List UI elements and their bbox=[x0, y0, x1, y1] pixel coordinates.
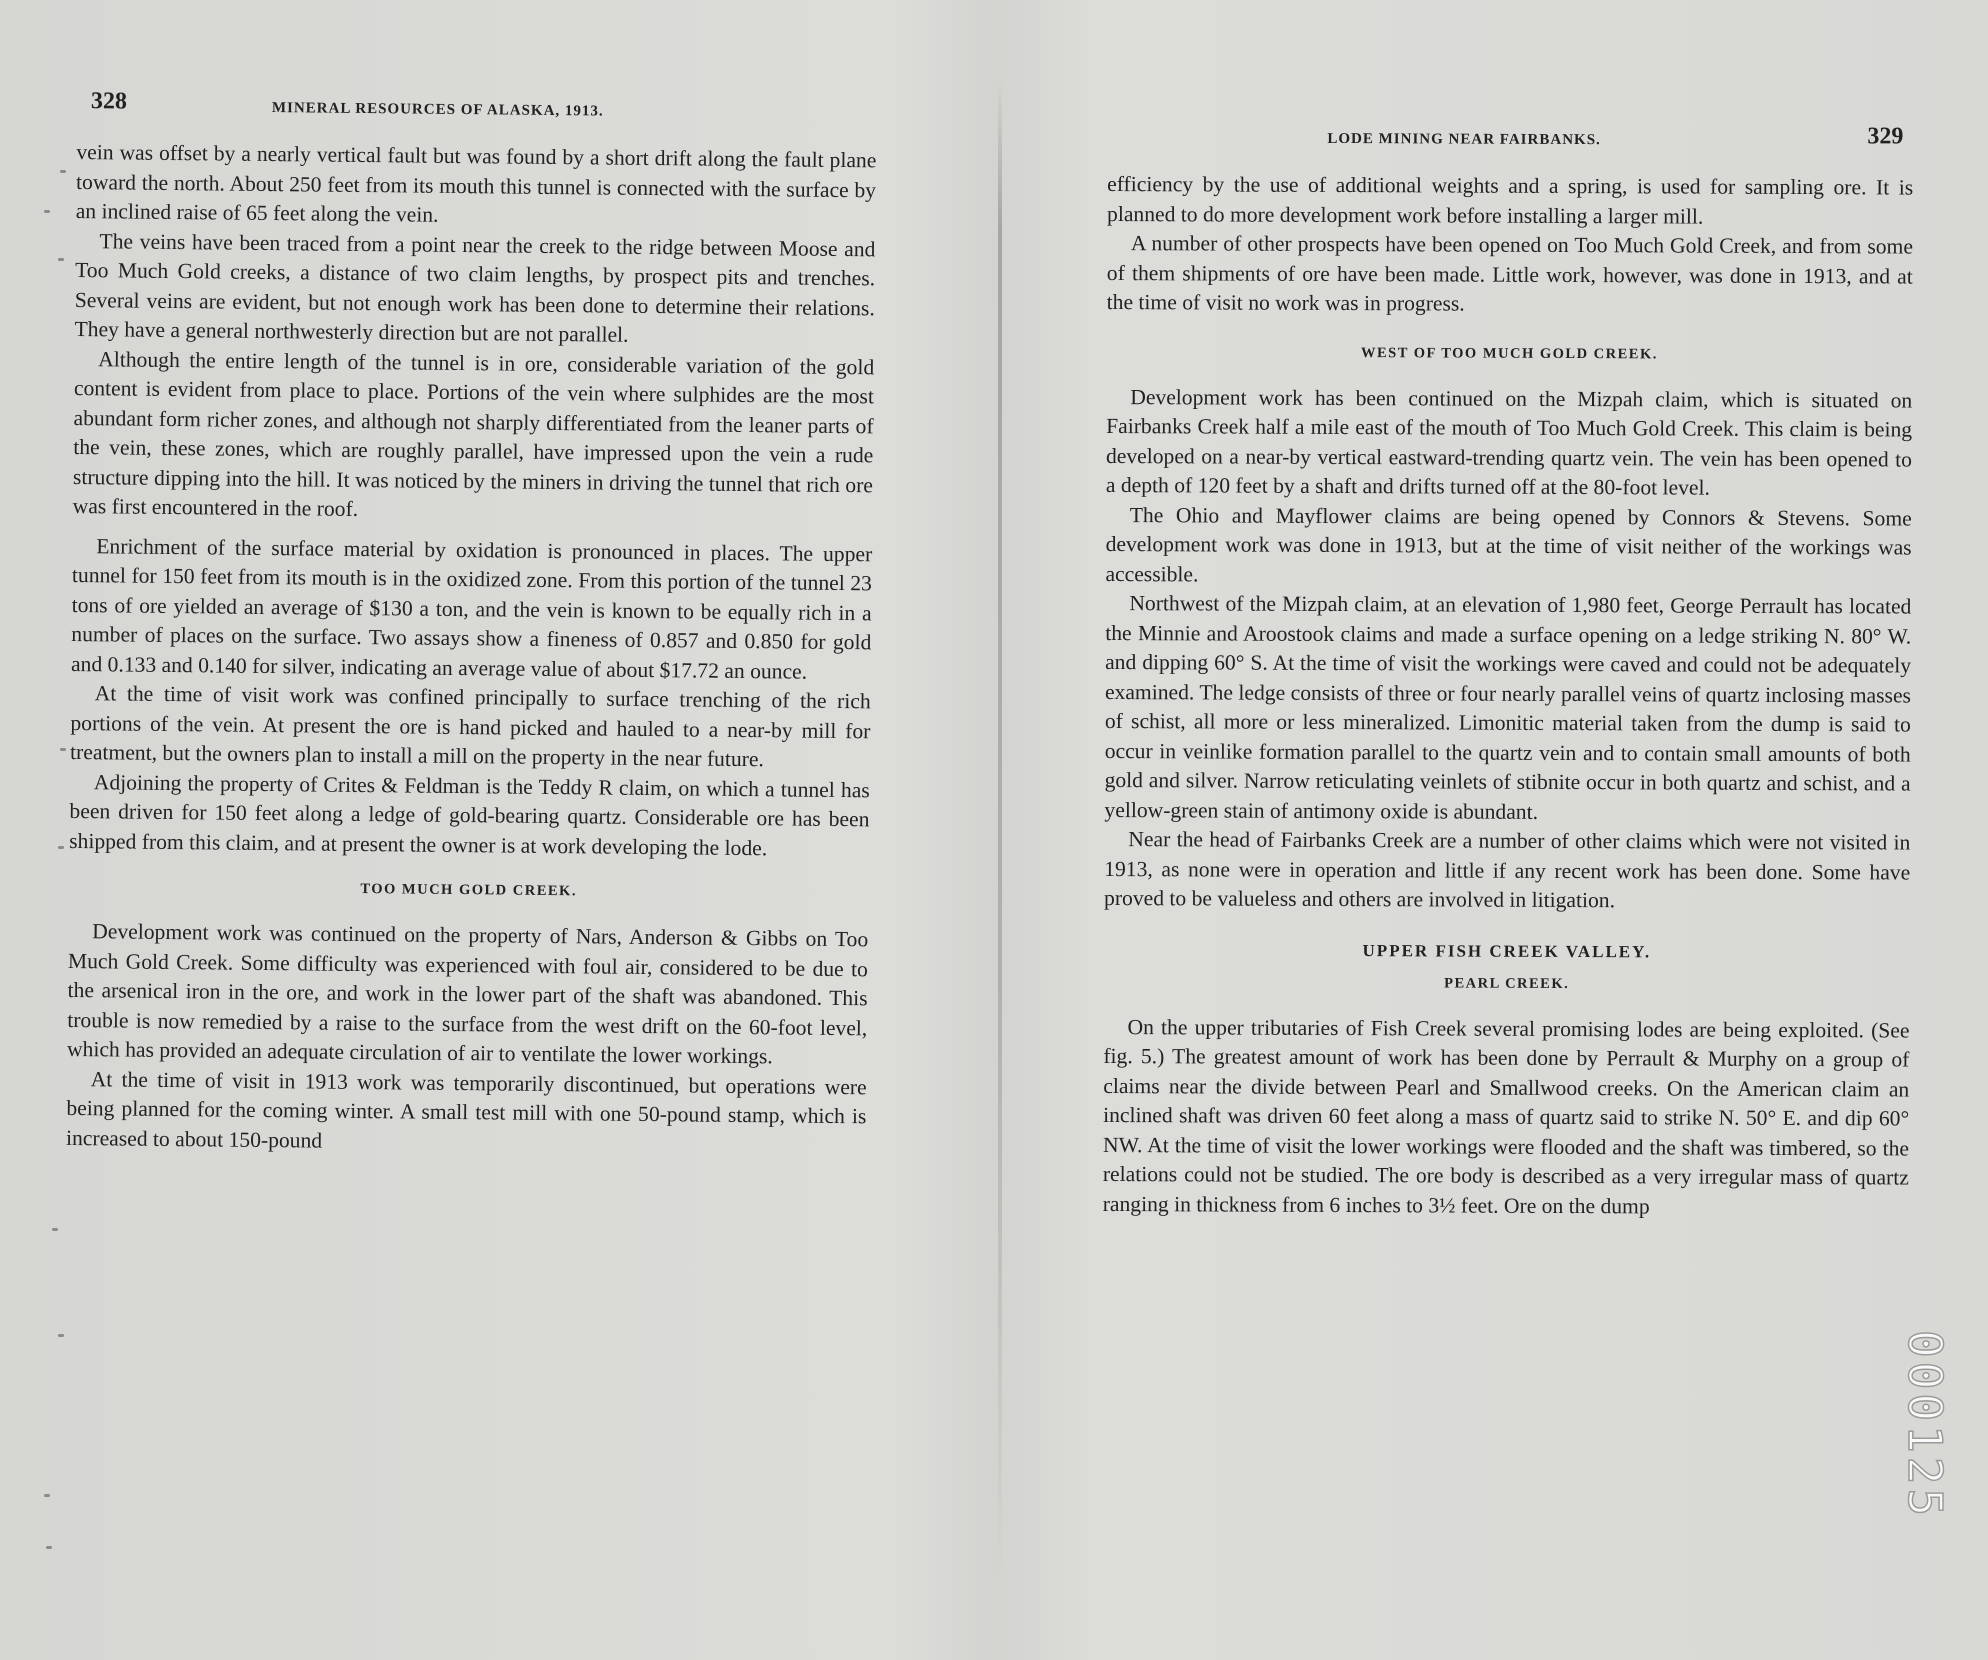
left-running-head bbox=[77, 88, 877, 146]
margin-mark bbox=[44, 1494, 50, 1497]
paragraph: The Ohio and Mayflower claims are being opened by Connors & Stevens. Some development work was done in 1913, but at the time of visit neither of the workings was accessible. bbox=[1105, 502, 1912, 586]
archive-stamp: 000125 bbox=[1898, 1330, 1952, 1521]
paragraph: Enrichment of the surface material by oxidation is pronounced in places. The upper tunnel for 150 feet from its mouth is in the oxidized zone. From this portion of the tunnel 23 tons of ore yielded an average of $130 a ton, and the vein is known to be equally rich in a number of places on the surface. Two assays show a fineness of 0.857 and 0.850 for gold and 0.133 and 0.140 for silver, indicating an average value of about $17.72 an ounce. bbox=[70, 533, 873, 684]
paragraph: The veins have been traced from a point near the creek to the ridge between Moose and Too Much Gold creeks, a distance of two claim lengths, by prospect pits and trenches. Several veins are evident, but not enough work has been done to determine their relations. They have a general northwesterly direction but are not parallel. bbox=[74, 228, 876, 347]
subsection-heading: PEARL CREEK. bbox=[1444, 974, 1570, 992]
paragraph: vein was offset by a nearly vertical fault but was found by a short drift along the fault plane toward the north. About 250 feet from its mouth this tunnel is connected with the surface by an inclined raise of 65 feet along the vein. bbox=[75, 139, 877, 227]
right-running-title: LODE MINING NEAR FAIRBANKS. bbox=[1327, 130, 1601, 149]
section-heading: UPPER FISH CREEK VALLEY. bbox=[1362, 940, 1652, 961]
left-page-number: 328 bbox=[90, 88, 128, 115]
margin-mark bbox=[44, 210, 50, 213]
paragraph: Development work was continued on the property of Nars, Anderson & Gibbs on Too Much Gold Creek. Some difficulty was experienced with foul air, considered to be due to the arsenical iron in the ore, and work in the lower part of the shaft was abandoned. This trouble is now remedied by a raise to the surface from the west drift on the 60-foot level, which has provided an adequate circulation of air to ventilate the lower workings. bbox=[66, 919, 869, 1069]
paragraph: Although the entire length of the tunnel is in ore, considerable variation of the gold content is evident from place to place. Portions of the vein where sulphides are the most abundant form richer zones, and although not sharply differentiated from the leaner parts of the vein, these zones, which are roughly parallel, have impressed upon the vein a rude structure dipping into the hill. It was noticed by the miners in driving the tunnel that rich ore was first encountered in the roof. bbox=[72, 346, 875, 521]
margin-mark bbox=[52, 1228, 58, 1231]
left-page bbox=[66, 0, 878, 1161]
section-heading: WEST OF TOO MUCH GOLD CREEK. bbox=[1360, 344, 1658, 362]
paragraph: Development work has been continued on the Mizpah claim, which is situated on Fairbanks Creek half a mile east of the mouth of Too Much Gold Creek. This claim is being developed on a near-by vertical eastward-trending quartz vein. The vein has been opened to a depth of 120 feet by a shaft and drifts turned off at the 80-foot level. bbox=[1105, 384, 1913, 500]
margin-mark bbox=[58, 258, 64, 261]
paragraph: Adjoining the property of Crites & Feldman is the Teddy R claim, on which a tunnel has been driven for 150 feet along a ledge of gold-bearing quartz. Considerable ore has been shipped from this claim, and at present the owner is at work developing the lode. bbox=[69, 769, 870, 860]
margin-mark bbox=[60, 170, 66, 173]
paragraph: Northwest of the Mizpah claim, at an elevation of 1,980 feet, George Perrault has located the Minnie and Aroostook claims and made a surface opening on a ledge striking N. 80° W. and dipping 60° S. At the time of visit the workings were caved and could not be adequately examined. The ledge consists of three or four nearly parallel veins of quartz inclosing masses of schist, all more or less mineralized. Limonitic material taken from the dump is said to occur in veinlike formation parallel to the quartz vein and to contain small amounts of both gold and silver. Narrow reticulating veinlets of stibnite occur in both quartz and schist, and a yellow-green stain of antimony oxide is abundant. bbox=[1104, 591, 1912, 824]
right-page bbox=[1103, 0, 1914, 1223]
paragraph: A number of other prospects have been opened on Too Much Gold Creek, and from some of them shipments of ore have been made. Little work, however, was done in 1913, and at the time of visit no work was in progress. bbox=[1106, 231, 1913, 316]
paragraph: On the upper tributaries of Fish Creek several promising lodes are being exploited. (See fig. 5.) The greatest amount of work has been done by Perrault & Murphy on a group of claims near the divide between Pearl and Smallwood creeks. On the American claim an inclined shaft was driven 60 feet along a mass of quartz said to strike N. 50° E. and dip 60° NW. At the time of visit the lower workings were flooded and the shaft was timbered, so the relations could not be studied. The ore body is described as a very irregular mass of quartz ranging in thickness from 6 inches to 3½ feet. Ore on the dump bbox=[1102, 1014, 1910, 1218]
left-running-title: MINERAL RESOURCES OF ALASKA, 1913. bbox=[271, 100, 604, 120]
paragraph: At the time of visit work was confined principally to surface trenching of the rich portions of the vein. At present the ore is hand picked and hauled to a near-by mill for treatment, but the owners plan to install a mill on the property in the near future. bbox=[69, 681, 871, 772]
right-running-head bbox=[1107, 123, 1913, 174]
book-gutter bbox=[998, 80, 1002, 1580]
margin-mark bbox=[60, 748, 66, 751]
margin-mark bbox=[58, 846, 64, 849]
paragraph: Near the head of Fairbanks Creek are a number of other claims which were not visited in 1913, as none were in operation and little if any recent work has been done. Some have proved to be valueless and others are involved in litigation. bbox=[1104, 827, 1911, 913]
right-page-number: 329 bbox=[1867, 123, 1904, 150]
paragraph: efficiency by the use of additional weights and a spring, is used for sampling ore. It is planned to do more development work before installing a larger mill. bbox=[1107, 171, 1914, 229]
paragraph: At the time of visit in 1913 work was temporarily discontinued, but operations were being planned for the coming winter. A small test mill with one 50-pound stamp, which is increased to about 150-pound bbox=[65, 1066, 867, 1153]
margin-mark bbox=[58, 1334, 64, 1337]
margin-mark bbox=[46, 1546, 52, 1549]
section-heading: TOO MUCH GOLD CREEK. bbox=[360, 881, 578, 900]
